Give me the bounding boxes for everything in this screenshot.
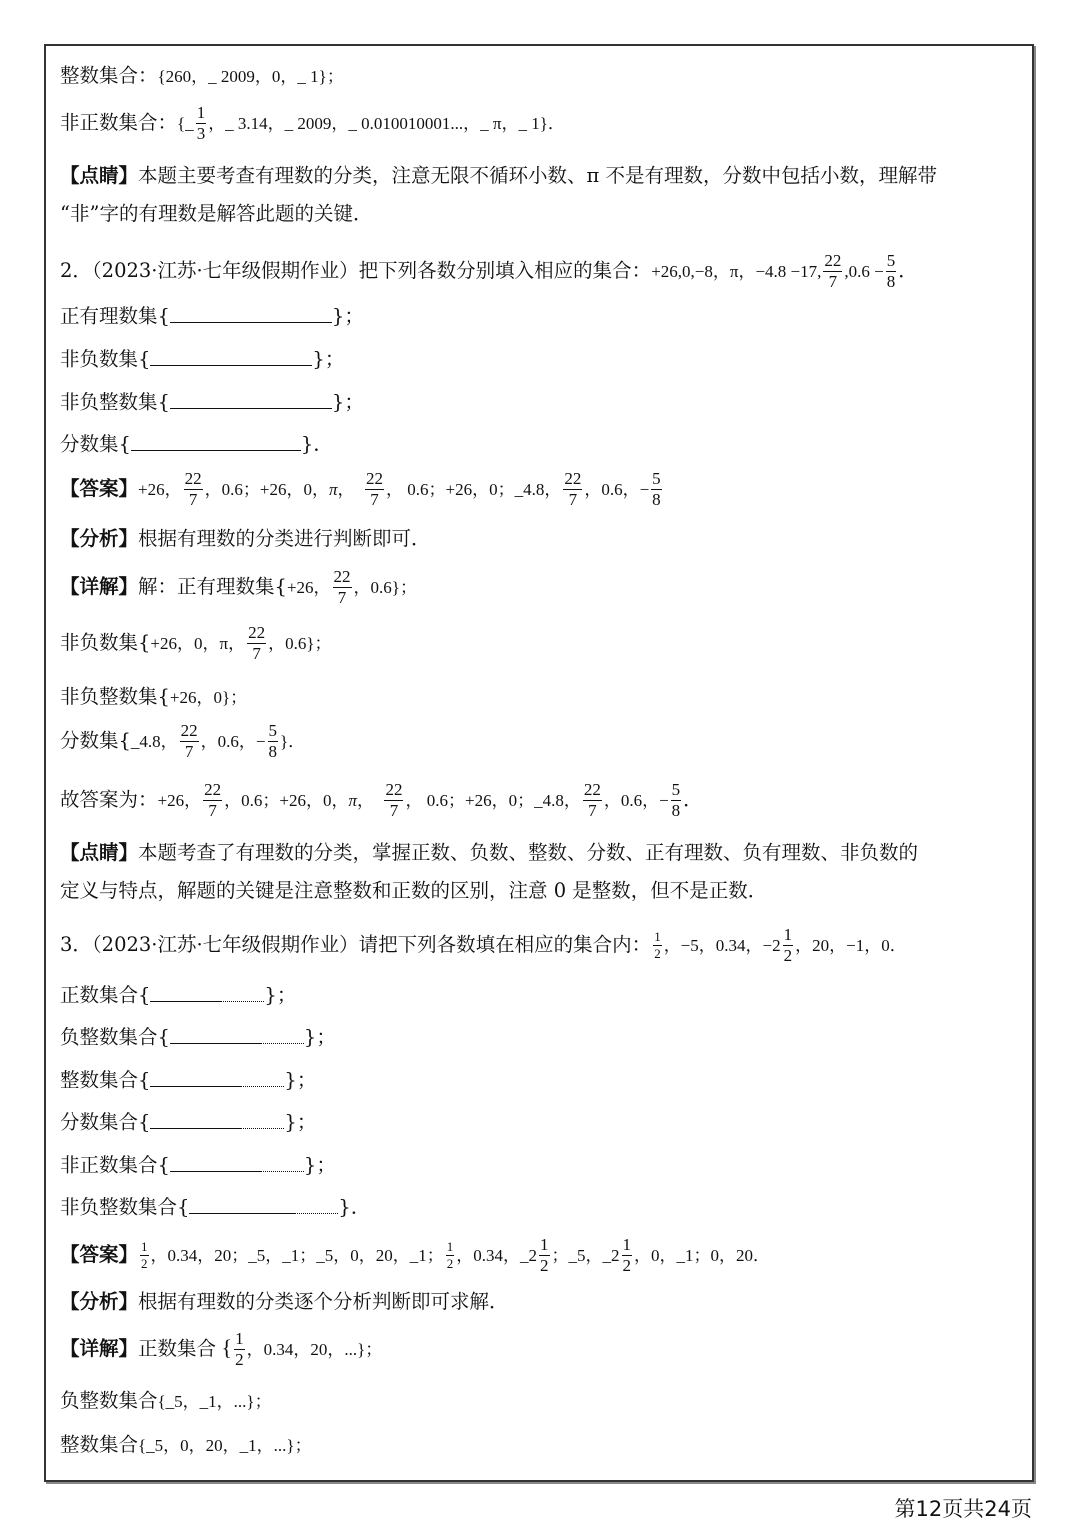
q2-blank-positive-rational: 正有理数集{ }； <box>60 302 364 326</box>
q2-detail-3: 非负整数集{+26，0}； <box>60 685 248 708</box>
q3-detail-integer: 整数集合{_5，0，20，_1，...}； <box>60 1433 312 1456</box>
q1-integer-set: 整数集合：{260，_ 2009，0，_ 1}； <box>60 64 344 87</box>
q3-stem: 3．（2023·江苏·七年级假期作业）请把下列各数填在相应的集合内： $\frac{1}{2}$ ，−5，0.34，−2 $\frac{1}{2}$ ，20，−1，0． <box>60 925 907 965</box>
q3-blank-nonnegative-integer: 非负整数集合{ }． <box>60 1193 370 1217</box>
q2-tip-line1: 【点睛】本题考查了有理数的分类，掌握正数、负数、整数、分数、正有理数、负有理数、非负数的 <box>60 841 919 864</box>
q3-answer: 【答案】 $\frac{1}{2}$ ，0.34，20；_5，_1；_5，0，20，_1； $\frac{1}{2}$ ，0.34，_2 $\frac{1}{2}$ ；_5，_2 $\frac{1}{2}$ ，0，_1；0，20． <box>60 1235 771 1275</box>
q1-tip-line1: 【点睛】本题主要考查有理数的分类，注意无限不循环小数、π 不是有理数，分数中包括小数，理解带 <box>60 164 938 187</box>
q2-blank-fraction: 分数集{ }． <box>60 430 333 454</box>
q2-stem: 2．（2023·江苏·七年级假期作业）把下列各数分别填入相应的集合：+26,0,−8，π，−4.8 −17, $\frac{22}{7}$ ,0.6 − $\frac{5}{8}$ ． <box>60 251 918 291</box>
q3-blank-integer: 整数集合{ }； <box>60 1066 316 1090</box>
q2-detail-2: 非负数集{+26，0，π， $\frac{22}{7}$ ，0.6}； <box>60 623 332 663</box>
q3-analysis: 【分析】根据有理数的分类逐个分析判断即可求解． <box>60 1290 509 1313</box>
fraction: $\frac{1}{3}$ <box>196 103 206 143</box>
q3-blank-nonpositive: 非正数集合{ }； <box>60 1151 336 1175</box>
q2-answer: 【答案】+26， $\frac{22}{7}$ ，0.6；+26，0，π， $\frac{22}{7}$ ， 0.6；+26，0；_4.8， $\frac{22}{7}$ ，0.6，− $\frac{5}{8}$ <box>60 469 661 509</box>
q2-final-answer: 故答案为：+26， $\frac{22}{7}$ ，0.6；+26，0，π， $\frac{22}{7}$ ， 0.6；+26，0；_4.8， $\frac{22}{7}$ ，0.6，− $\frac{5}{8}$ ． <box>60 780 703 820</box>
q3-detail-positive: 【详解】正数集合 { $\frac{1}{2}$ ，0.34，20，...}； <box>60 1329 383 1369</box>
q2-blank-nonnegative-integer: 非负整数集{ }； <box>60 388 364 412</box>
q1-nonpositive-set: 非正数集合：{_ $\frac{1}{3}$ ，_ 3.14，_ 2009，_ 0.010010001...，_ π，_ 1}． <box>60 103 565 143</box>
q3-blank-positive: 正数集合{ }； <box>60 981 296 1005</box>
q2-analysis: 【分析】根据有理数的分类进行判断即可． <box>60 527 431 550</box>
q2-detail-1: 【详解】解：正有理数集{+26， $\frac{22}{7}$ ，0.6}； <box>60 567 417 607</box>
q2-tip-line2: 定义与特点，解题的关键是注意整数和正数的区别，注意 0 是整数，但不是正数． <box>60 879 768 902</box>
q2-blank-nonnegative: 非负数集{ }； <box>60 345 344 369</box>
q3-blank-negative-integer: 负整数集合{ }； <box>60 1023 336 1047</box>
page-number: 第12页共24页 <box>894 1497 1032 1521</box>
q3-detail-negative-integer: 负整数集合{_5，_1，...}； <box>60 1389 272 1412</box>
q1-tip-line2: “非”字的有理数是解答此题的关键． <box>60 202 373 225</box>
q2-detail-4: 分数集{_4.8， $\frac{22}{7}$ ，0.6，− $\frac{5}{8}$ }． <box>60 721 306 761</box>
q3-blank-fraction: 分数集合{ }； <box>60 1108 316 1132</box>
